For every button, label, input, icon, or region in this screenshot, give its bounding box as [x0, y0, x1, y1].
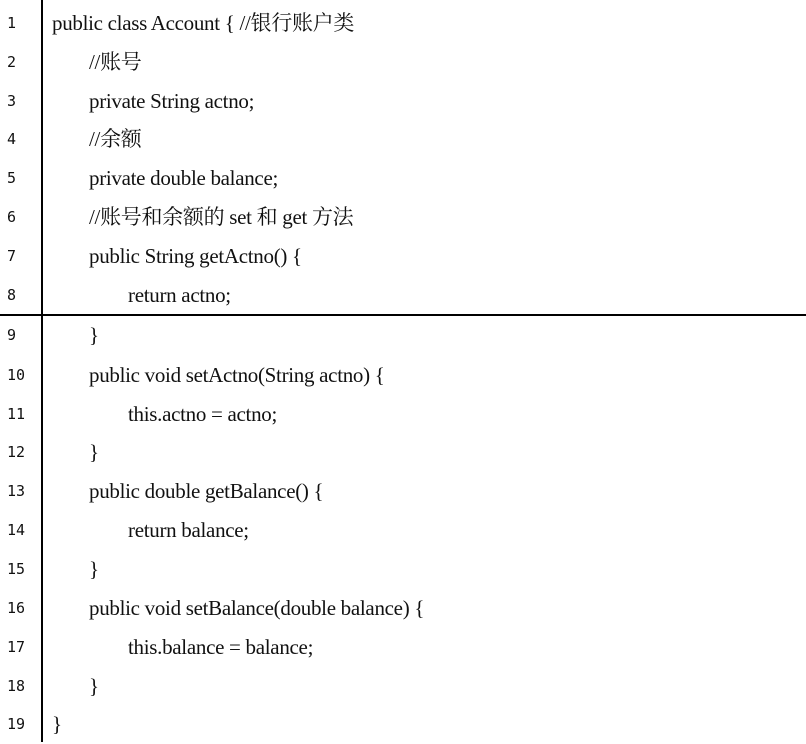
code-line: public double getBalance() {	[89, 479, 324, 503]
code-line: public class Account { //银行账户类	[52, 11, 355, 35]
line-number: 5	[7, 169, 17, 187]
line-number: 11	[7, 405, 26, 423]
line-number: 7	[7, 247, 17, 265]
code-line: this.actno = actno;	[128, 402, 278, 426]
code-line: return balance;	[128, 518, 249, 542]
line-number: 10	[7, 366, 26, 384]
line-number: 17	[7, 638, 26, 656]
code-line: //账号	[89, 50, 142, 74]
line-number: 4	[7, 130, 17, 148]
code-line: private double balance;	[89, 166, 279, 190]
code-row	[0, 82, 806, 121]
code-line: }	[89, 557, 99, 581]
code-row	[0, 4, 806, 43]
code-row	[0, 472, 806, 511]
line-number: 14	[7, 521, 26, 539]
code-line: //余额	[89, 127, 142, 151]
code-line: public void setActno(String actno) {	[89, 363, 385, 387]
line-number: 3	[7, 92, 17, 110]
line-number: 9	[7, 326, 17, 344]
code-line: public void setBalance(double balance) {	[89, 596, 425, 620]
code-line: }	[89, 323, 99, 347]
code-row	[0, 550, 806, 589]
line-number: 16	[7, 599, 26, 617]
code-row	[0, 395, 806, 434]
code-line: //账号和余额的 set 和 get 方法	[89, 205, 354, 229]
code-row	[0, 433, 806, 472]
code-row	[0, 628, 806, 667]
code-line: }	[89, 440, 99, 464]
line-number: 8	[7, 286, 17, 304]
code-line: this.balance = balance;	[128, 635, 314, 659]
code-row	[0, 316, 806, 355]
code-line: return actno;	[128, 283, 231, 307]
line-number: 6	[7, 208, 17, 226]
line-number: 12	[7, 443, 26, 461]
line-number: 15	[7, 560, 26, 578]
code-line: }	[89, 674, 99, 698]
line-number: 1	[7, 14, 17, 32]
code-row	[0, 705, 806, 744]
code-row	[0, 667, 806, 706]
code-row	[0, 511, 806, 550]
line-number: 19	[7, 715, 26, 733]
line-number: 13	[7, 482, 26, 500]
code-row	[0, 43, 806, 82]
code-row	[0, 356, 806, 395]
code-row	[0, 276, 806, 315]
code-row	[0, 120, 806, 159]
code-row	[0, 589, 806, 628]
code-row	[0, 237, 806, 276]
code-line: }	[52, 712, 62, 736]
code-line: private String actno;	[89, 89, 255, 113]
line-number: 18	[7, 677, 26, 695]
code-row	[0, 198, 806, 237]
code-line: public String getActno() {	[89, 244, 302, 268]
code-row	[0, 159, 806, 198]
line-number: 2	[7, 53, 17, 71]
